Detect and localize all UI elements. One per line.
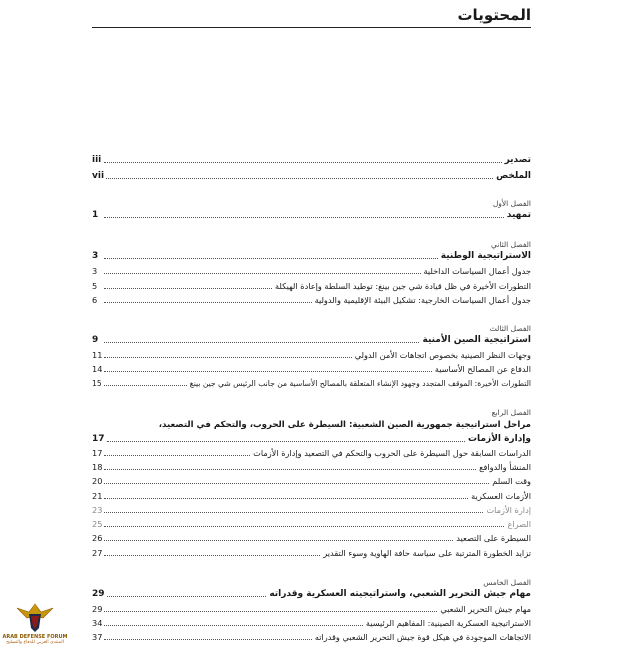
chapter-label: الفصل الثاني bbox=[491, 240, 531, 249]
toc-entry[interactable]: وجهات النظر الصينية بخصوص اتجاهات الأمن الدولي 11 bbox=[92, 350, 531, 360]
eagle-emblem-icon bbox=[15, 598, 55, 634]
chapter-label: الفصل الرابع bbox=[491, 408, 531, 417]
page-title: المحتويات bbox=[457, 6, 531, 24]
toc-entry[interactable]: الاستراتيجية الوطنية 3 bbox=[92, 251, 531, 261]
toc-entry[interactable]: استراتيجية الصين الأمنية 9 bbox=[92, 335, 531, 345]
toc-entry[interactable]: وقت السلم 20 bbox=[92, 476, 531, 486]
toc-entry[interactable]: التطورات الأخيرة: الموقف المتجدد وجهود الإنشاء المتعلقة بالمصالح الأساسية من جانب الرئيس شي جين بينغ 15 bbox=[92, 379, 531, 388]
chapter-label: الفصل الثالث bbox=[489, 324, 531, 333]
toc-entry[interactable]: مهام جيش التحرير الشعبي، واستراتيجيته العسكرية وقدراته 29 bbox=[92, 589, 531, 599]
toc-entry[interactable]: مهام جيش التحرير الشعبي 29 bbox=[92, 604, 531, 614]
toc-heading-line: مراحل استراتيجية جمهورية الصين الشعبية: السيطرة على الحروب، والتحكم في التصعيد، bbox=[158, 420, 531, 430]
toc-entry[interactable]: الأزمات العسكرية 21 bbox=[92, 491, 531, 501]
chapter-label: الفصل الخامس bbox=[483, 578, 531, 587]
toc-entry[interactable]: إدارة الأزمات 23 bbox=[92, 505, 531, 515]
toc-entry[interactable]: الاستراتيجية العسكرية الصينية: المفاهيم الرئيسية 34 bbox=[92, 618, 531, 628]
toc-entry[interactable]: تمهيد 1 bbox=[92, 210, 531, 220]
toc-entry[interactable]: السيطرة على التصعيد 26 bbox=[92, 533, 531, 543]
toc-entry[interactable]: الملخص vii bbox=[92, 171, 531, 181]
toc-entry[interactable]: التطورات الأخيرة في ظل قيادة شي جين بينغ: توطيد السلطة وإعادة الهيكلة 5 bbox=[92, 281, 531, 291]
toc-entry[interactable]: المنشأ والدوافع 18 bbox=[92, 462, 531, 472]
arab-defense-forum-logo bbox=[2, 598, 68, 656]
logo-text-english: ARAB DEFENSE FORUM bbox=[2, 634, 68, 640]
toc-entry[interactable]: الدراسات السابقة حول السيطرة على الحروب والتحكم في التصعيد وإدارة الأزمات 17 bbox=[92, 448, 531, 458]
toc-entry[interactable]: وإدارة الأزمات 17 bbox=[92, 434, 531, 444]
title-rule bbox=[92, 27, 531, 28]
toc-entry[interactable]: جدول أعمال السياسات الداخلية 3 bbox=[92, 266, 531, 276]
logo-text-arabic: المنتدى العربي للدفاع والتسليح bbox=[6, 640, 64, 645]
toc-entry[interactable]: الاتجاهات الموجودة في هيكل قوة جيش التحرير الشعبي وقدراته 37 bbox=[92, 632, 531, 642]
chapter-label: الفصل الأول bbox=[492, 199, 531, 208]
toc-entry[interactable]: جدول أعمال السياسات الخارجية: تشكيل البيئة الإقليمية والدولية 6 bbox=[92, 295, 531, 305]
toc-entry[interactable]: تصدير iii bbox=[92, 155, 531, 165]
toc-entry[interactable]: تزايد الخطورة المترتبة على سياسة حافة الهاوية وسوء التقدير 27 bbox=[92, 548, 531, 558]
toc-entry[interactable]: الدفاع عن المصالح الأساسية 14 bbox=[92, 364, 531, 374]
toc-entry[interactable]: الصراع 25 bbox=[92, 519, 531, 529]
